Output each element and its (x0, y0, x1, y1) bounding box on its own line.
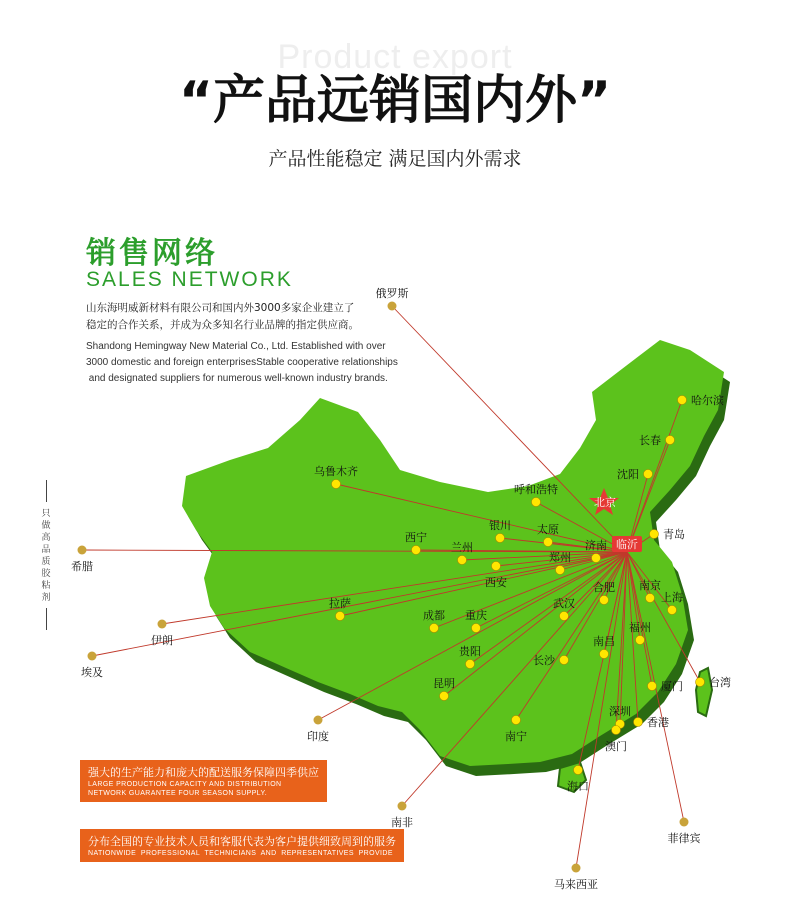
city-marker-1 (666, 436, 675, 445)
city-marker-8 (650, 530, 659, 539)
foreign-label-2: 伊朗 (151, 634, 173, 647)
foreign-marker-7 (572, 864, 581, 873)
sales-network-title-en: SALES NETWORK (86, 268, 293, 291)
city-marker-10 (458, 556, 467, 565)
city-label-30: 澳门 (605, 740, 627, 753)
city-marker-18 (472, 624, 481, 633)
city-marker-28 (512, 716, 521, 725)
city-label-5: 银川 (489, 519, 511, 532)
foreign-label-7: 马来西亚 (554, 878, 598, 891)
city-marker-4 (332, 480, 341, 489)
city-label-29: 香港 (647, 716, 669, 729)
city-label-26: 昆明 (433, 677, 455, 690)
city-marker-11 (556, 566, 565, 575)
city-marker-5 (496, 534, 505, 543)
city-label-12: 西安 (485, 576, 507, 589)
city-label-2: 沈阳 (617, 468, 639, 481)
network-description-cn-line1: 山东海明威新材料有限公司和国内外3000多家企业建立了 (86, 302, 355, 314)
city-label-22: 贵阳 (459, 645, 481, 658)
foreign-marker-3 (88, 652, 97, 661)
city-label-15: 上海 (661, 591, 683, 604)
city-label-10: 兰州 (451, 541, 473, 554)
city-marker-15 (668, 606, 677, 615)
city-marker-12 (492, 562, 501, 571)
foreign-marker-5 (398, 802, 407, 811)
city-label-13: 南京 (639, 579, 661, 592)
city-label-21: 南昌 (593, 635, 615, 648)
page-subheadline: 产品性能稳定 满足国内外需求 (268, 148, 522, 170)
supply-banner-en-line1: LARGE PRODUCTION CAPACITY AND DISTRIBUTION (88, 781, 282, 788)
city-label-24: 台湾 (709, 676, 731, 689)
city-marker-19 (560, 612, 569, 621)
network-description-en-line1: Shandong Hemingway New Material Co., Ltd. Established with over (86, 341, 386, 352)
city-label-19: 武汉 (553, 597, 575, 610)
city-marker-0 (678, 396, 687, 405)
city-marker-29 (634, 718, 643, 727)
network-description-en-line3: and designated suppliers for numerous well-known industry brands. (86, 373, 388, 384)
city-label-16: 拉萨 (329, 597, 351, 610)
linyi-hub-label: 临沂 (616, 538, 638, 551)
network-description-en-line2: 3000 domestic and foreign enterprisesStable cooperative relationships (86, 357, 398, 368)
foreign-marker-1 (78, 546, 87, 555)
city-marker-31 (574, 766, 583, 775)
city-marker-6 (544, 538, 553, 547)
city-marker-23 (560, 656, 569, 665)
city-label-14: 合肥 (593, 581, 615, 594)
page-headline: “产品远销国内外” (178, 71, 612, 131)
network-description-cn-line2: 稳定的合作关系，并成为众多知名行业品牌的指定供应商。 (86, 319, 359, 331)
city-marker-3 (532, 498, 541, 507)
city-label-8: 青岛 (663, 528, 685, 541)
supply-banner-en-line2: NETWORK GUARANTEE FOUR SEASON SUPPLY. (88, 790, 268, 797)
city-marker-24 (696, 678, 705, 687)
service-banner-en: NATIONWIDE PROFESSIONAL TECHNICIANS AND REPRESENTATIVES PROVIDE (88, 850, 393, 857)
city-marker-2 (644, 470, 653, 479)
city-label-28: 南宁 (505, 730, 527, 743)
city-marker-26 (440, 692, 449, 701)
foreign-marker-6 (680, 818, 689, 827)
city-label-31: 海口 (567, 780, 589, 793)
city-label-18: 重庆 (465, 609, 487, 622)
city-marker-21 (600, 650, 609, 659)
service-banner-cn: 分布全国的专业技术人员和客服代表为客户提供细致周到的服务 (88, 835, 396, 848)
city-marker-17 (430, 624, 439, 633)
city-marker-20 (636, 636, 645, 645)
city-label-17: 成都 (423, 609, 445, 622)
city-label-6: 太原 (537, 523, 559, 536)
foreign-marker-2 (158, 620, 167, 629)
city-marker-22 (466, 660, 475, 669)
city-marker-13 (646, 594, 655, 603)
service-banner (80, 829, 404, 862)
foreign-marker-0 (388, 302, 397, 311)
city-marker-9 (412, 546, 421, 555)
foreign-label-4: 印度 (307, 730, 329, 743)
city-marker-25 (648, 682, 657, 691)
city-marker-7 (592, 554, 601, 563)
city-label-11: 郑州 (549, 551, 571, 564)
side-slogan-vertical: 只做高品质胶粘剂 (41, 509, 51, 603)
foreign-label-6: 菲律宾 (667, 832, 701, 845)
foreign-label-0: 俄罗斯 (375, 287, 409, 300)
foreign-label-3: 埃及 (81, 666, 103, 679)
city-label-3: 呼和浩特 (514, 483, 558, 496)
city-label-0: 哈尔滨 (691, 394, 724, 407)
sales-network-title-cn: 销售网络 (86, 236, 218, 271)
supply-banner (80, 760, 327, 802)
city-label-27: 深圳 (609, 705, 631, 718)
city-label-1: 长春 (639, 434, 661, 447)
city-label-20: 福州 (629, 621, 651, 634)
city-marker-30 (612, 726, 621, 735)
foreign-label-5: 南非 (391, 816, 413, 829)
city-marker-14 (600, 596, 609, 605)
city-marker-16 (336, 612, 345, 621)
city-label-23: 长沙 (533, 654, 555, 667)
beijing-label: 北京 (594, 496, 616, 509)
city-label-9: 西宁 (405, 531, 427, 544)
city-label-25: 厦门 (661, 680, 683, 693)
supply-banner-cn: 强大的生产能力和庞大的配送服务保障四季供应 (88, 766, 319, 779)
foreign-marker-4 (314, 716, 323, 725)
city-label-4: 乌鲁木齐 (314, 465, 358, 478)
watermark-text: Product export (277, 38, 513, 76)
foreign-label-1: 希腊 (71, 560, 93, 573)
city-label-7: 济南 (585, 539, 607, 552)
